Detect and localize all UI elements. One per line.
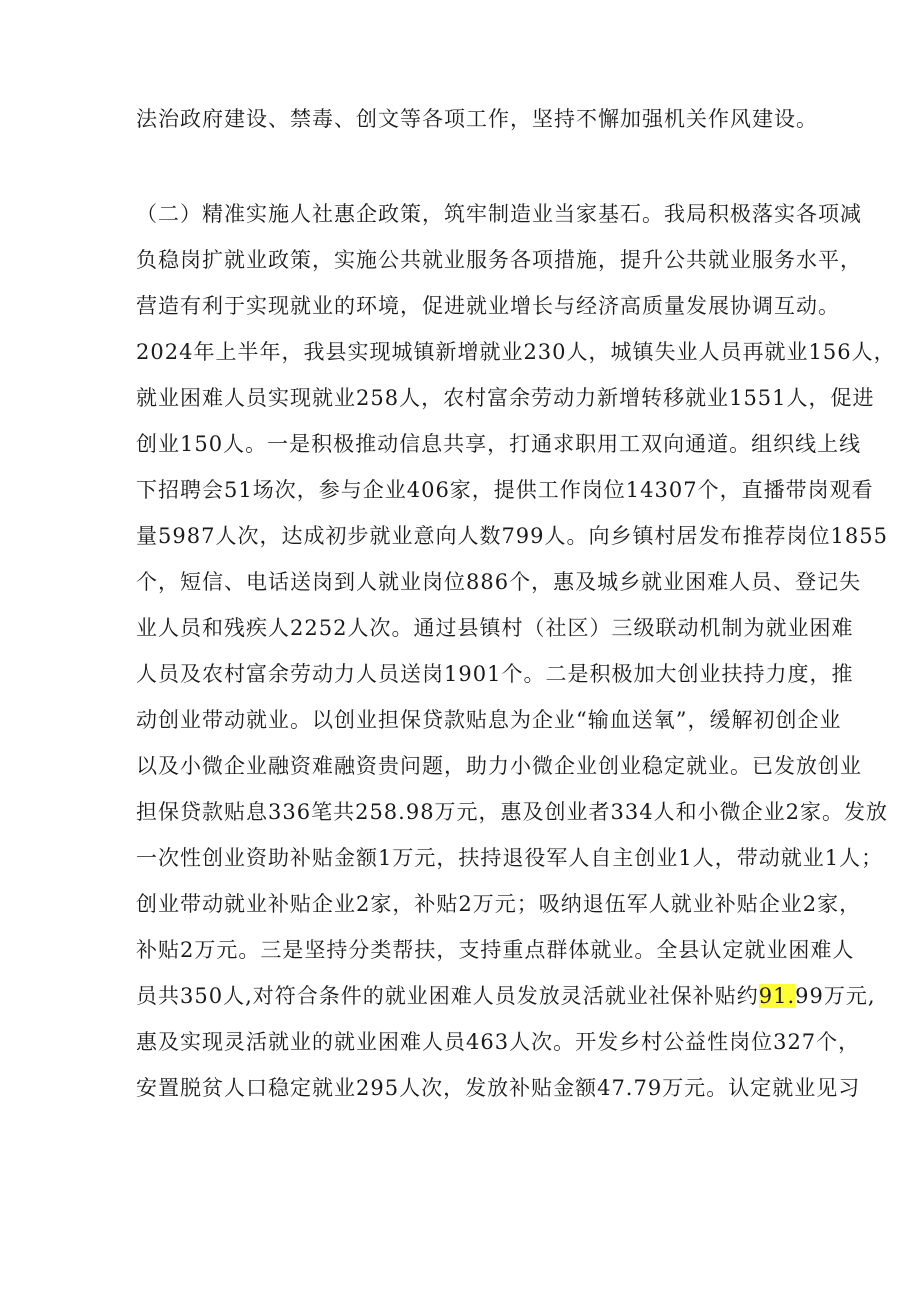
text-line: 补贴2万元。三是坚持分类帮扶，支持重点群体就业。全县认定就业困难人 xyxy=(136,938,855,962)
text-segment: 员共350人,对符合条件的就业困难人员发放灵活就业社保补贴约 xyxy=(136,984,759,1008)
text-line-with-highlight xyxy=(136,981,876,1011)
text-line: 负稳岗扩就业政策，实施公共就业服务各项措施，提升公共就业服务水平， xyxy=(136,248,862,272)
text-line: 动创业带动就业。以创业担保贷款贴息为企业“输血送氧”，缓解初创企业 xyxy=(136,708,842,732)
text-line: 2024年上半年，我县实现城镇新增就业230人，城镇失业人员再就业156人， xyxy=(136,340,896,364)
text-line: 下招聘会51场次，参与企业406家，提供工作岗位14307个，直播带岗观看 xyxy=(136,478,874,502)
text-line: 个，短信、电话送岗到人就业岗位886个，惠及城乡就业困难人员、登记失 xyxy=(136,570,862,594)
text-line: 就业困难人员实现就业258人，农村富余劳动力新增转移就业1551人，促进 xyxy=(136,386,875,410)
text-line: 一次性创业资助补贴金额1万元，扶持退役军人自主创业1人，带动就业1人； xyxy=(136,846,884,870)
text-line: 以及小微企业融资难融资贵问题，助力小微企业创业稳定就业。已发放创业 xyxy=(136,754,862,778)
text-line: 营造有利于实现就业的环境，促进就业增长与经济高质量发展协调互动。 xyxy=(136,294,840,318)
text-line: 量5987人次，达成初步就业意向人数799人。向乡镇村居发布推荐岗位1855 xyxy=(136,524,888,548)
text-line: 法治政府建设、禁毒、创文等各项工作，坚持不懈加强机关作风建设。 xyxy=(136,107,818,131)
text-line: 创业150人。一是积极推动信息共享，打通求职用工双向通道。组织线上线 xyxy=(136,432,862,456)
text-line: 创业带动就业补贴企业2家，补贴2万元；吸纳退伍军人就业补贴企业2家， xyxy=(136,892,862,916)
text-line: 业人员和残疾人2252人次。通过县镇村（社区）三级联动机制为就业困难 xyxy=(136,616,854,640)
text-line: 人员及农村富余劳动力人员送岗1901个。二是积极加大创业扶持力度，推 xyxy=(136,662,854,686)
text-line: 惠及实现灵活就业的就业困难人员463人次。开发乡村公益性岗位327个， xyxy=(136,1030,861,1054)
text-line: 安置脱贫人口稳定就业295人次，发放补贴金额47.79万元。认定就业见习 xyxy=(136,1076,861,1100)
text-line: 担保贷款贴息336笔共258.98万元，惠及创业者334人和小微企业2家。发放 xyxy=(136,800,889,824)
text-line: （二）精准实施人社惠企政策，筑牢制造业当家基石。我局积极落实各项减 xyxy=(136,202,862,226)
text-segment: 99万元, xyxy=(795,984,876,1008)
highlighted-text: 91. xyxy=(758,984,796,1008)
